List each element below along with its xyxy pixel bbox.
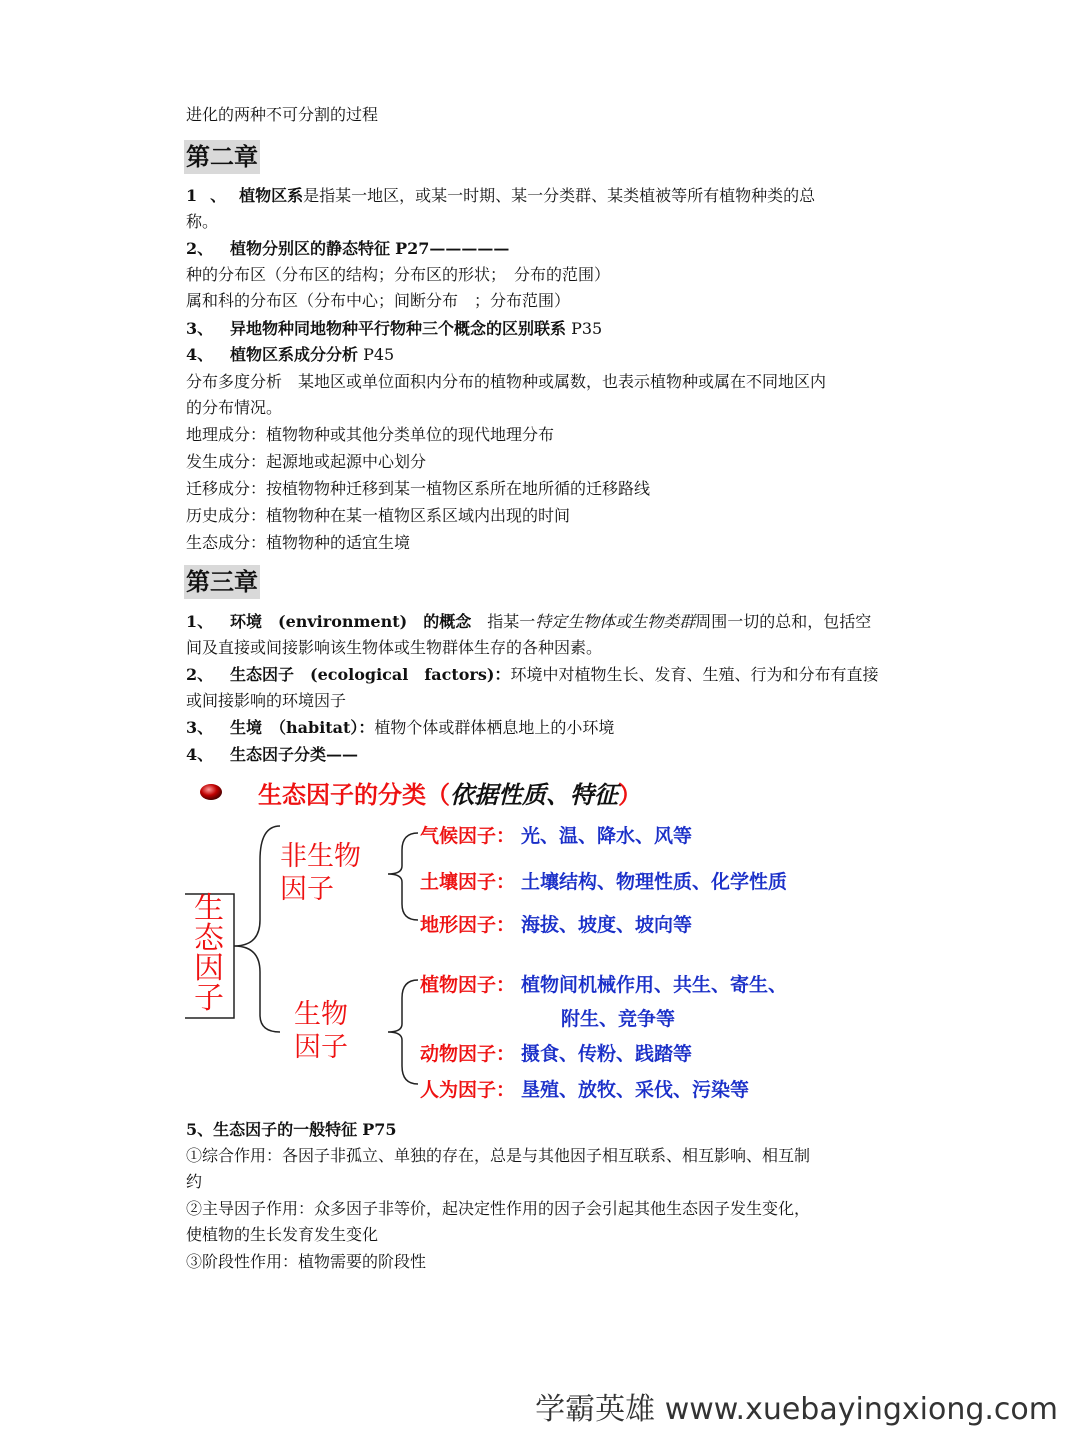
term: 植物区系 xyxy=(239,186,304,205)
definition: 植物个体或群体栖息地上的小环境 xyxy=(374,718,615,737)
item-heading: 生境 （habitat）： xyxy=(230,718,375,737)
factor-climate: 气候因子： 光、温、降水、风等 xyxy=(420,825,693,847)
factor-soil: 土壤因子： 土壤结构、物理性质、化学性质 xyxy=(420,871,788,893)
definition-italic: 特定生物体或生物类群 xyxy=(535,612,696,631)
chapter-2-heading: 第二章 xyxy=(184,140,260,174)
ch2-item-2 xyxy=(186,236,509,262)
item-number: 3、 xyxy=(186,718,214,737)
abiotic-label-line: 因子 xyxy=(280,874,334,905)
item-number: 1、 xyxy=(186,612,214,631)
text-line: ③阶段性作用：植物需要的阶段性 xyxy=(186,1252,427,1271)
ecological-factor-diagram xyxy=(180,770,940,1110)
text-line: 约 xyxy=(186,1172,203,1191)
ch3-item-2-cont: 或间接影响的环境因子 xyxy=(186,691,347,710)
definition-pre: 指某一 xyxy=(471,612,536,631)
page-ref: P27————— xyxy=(395,239,510,258)
abiotic-label-line: 非生物 xyxy=(280,841,361,872)
item-heading: 植物分别区的静态特征 xyxy=(230,239,391,258)
ch3-item-1-cont: 间及直接或间接影响该生物体或生物群体生存的各种因素。 xyxy=(186,638,603,657)
text-line: 分布多度分析 某地区或单位面积内分布的植物种或属数，也表示植物种或属在不同地区内 xyxy=(186,372,827,391)
text-line: 种的分布区（分布区的结构；分布区的形状； 分布的范围） xyxy=(186,265,611,284)
item-number: 1 xyxy=(186,186,198,205)
title-end: ） xyxy=(618,781,642,809)
definition: 环境中对植物生长、发育、生殖、行为和分布有直接 xyxy=(510,665,879,684)
text-line: 使植物的生长发育发生变化 xyxy=(186,1225,379,1244)
factor-human: 人为因子： 垦殖、放牧、采伐、污染等 xyxy=(420,1079,750,1101)
item-number: 4、 xyxy=(186,745,214,764)
chapter-3-heading: 第三章 xyxy=(184,565,260,599)
text-line: 迁移成分：按植物物种迁移到某一植物区系所在地所循的迁移路线 xyxy=(186,479,651,498)
factor-animal: 动物因子： 摄食、传粉、践踏等 xyxy=(420,1043,693,1065)
factor-plant: 植物因子： 植物间机械作用、共生、寄生、 xyxy=(420,974,788,996)
title-italic: 依据性质、特征 xyxy=(450,781,618,809)
item-number: 2、 xyxy=(186,239,214,258)
text-line: 生态成分：植物物种的适宜生境 xyxy=(186,533,411,552)
ch2-item-1 xyxy=(186,183,815,209)
definition-post: 周围一切的总和，包括空 xyxy=(695,612,872,631)
item-separator: 、 xyxy=(210,186,227,205)
biotic-brace xyxy=(388,980,418,1084)
ch2-item-3 xyxy=(186,316,602,342)
root-char: 态 xyxy=(194,921,224,956)
intro-line: 进化的两种不可分割的过程 xyxy=(186,105,379,124)
text-line: 历史成分：植物物种在某一植物区系区域内出现的时间 xyxy=(186,506,571,525)
factor-terrain: 地形因子： 海拔、坡度、坡向等 xyxy=(420,914,693,936)
text-line: 发生成分：起源地或起源中心划分 xyxy=(186,452,427,471)
item-heading: 异地物种同地物种平行物种三个概念的区别联系 xyxy=(230,319,567,338)
text-line: ②主导因子作用：众多因子非等价，起决定性作用的因子会引起其他生态因子发生变化， xyxy=(186,1199,811,1218)
biotic-label-line: 生物 xyxy=(294,999,348,1030)
item-heading: 环境 (environment) 的概念 xyxy=(230,612,472,631)
ch2-item-4 xyxy=(186,342,394,368)
text-line: 地理成分：植物物种或其他分类单位的现代地理分布 xyxy=(186,425,555,444)
ch3-item-4 xyxy=(186,742,358,768)
main-brace xyxy=(234,826,280,1032)
text-line: ①综合作用：各因子非孤立、单独的存在，总是与其他因子相互联系、相互影响、相互制 xyxy=(186,1146,811,1165)
factor-plant-cont: 附生、竞争等 xyxy=(561,1008,676,1030)
root-label xyxy=(186,891,232,1016)
ch2-item-1-cont: 称。 xyxy=(186,212,219,231)
title-text: 生态因子的分类（ xyxy=(258,781,450,809)
abiotic-label xyxy=(280,840,361,906)
item-heading: 生态因子 (ecological factors)： xyxy=(230,665,511,684)
ch3-item-1 xyxy=(186,609,871,635)
item-number: 4、 xyxy=(186,345,214,364)
biotic-label xyxy=(294,998,348,1064)
page-ref: P75 xyxy=(362,1120,397,1139)
page-ref: P45 xyxy=(363,345,395,364)
ch3-item-2 xyxy=(186,662,878,688)
item-heading: 植物区系成分分析 xyxy=(230,345,359,364)
text-line: 的分布情况。 xyxy=(186,398,283,417)
item-heading: 生态因子分类—— xyxy=(230,745,359,764)
ch3-item-5 xyxy=(186,1117,397,1143)
root-char: 生 xyxy=(194,891,224,926)
root-char: 子 xyxy=(194,981,224,1016)
definition: 是指某一地区，或某一时期、某一分类群、某类植被等所有植物种类的总 xyxy=(303,186,816,205)
item-heading: 5、生态因子的一般特征 xyxy=(186,1120,358,1139)
root-char: 因 xyxy=(194,951,224,986)
ch3-item-3 xyxy=(186,715,614,741)
biotic-label-line: 因子 xyxy=(294,1032,348,1063)
text-line: 属和科的分布区（分布中心；间断分布 ；分布范围） xyxy=(186,291,571,310)
diagram-title xyxy=(258,775,642,810)
item-number: 2、 xyxy=(186,665,214,684)
watermark: 学霸英雄 www.xuebayingxiong.com xyxy=(535,1392,1058,1427)
abiotic-brace xyxy=(388,833,418,920)
bullet-icon xyxy=(200,784,222,800)
page-ref: P35 xyxy=(571,319,603,338)
item-number: 3、 xyxy=(186,319,214,338)
